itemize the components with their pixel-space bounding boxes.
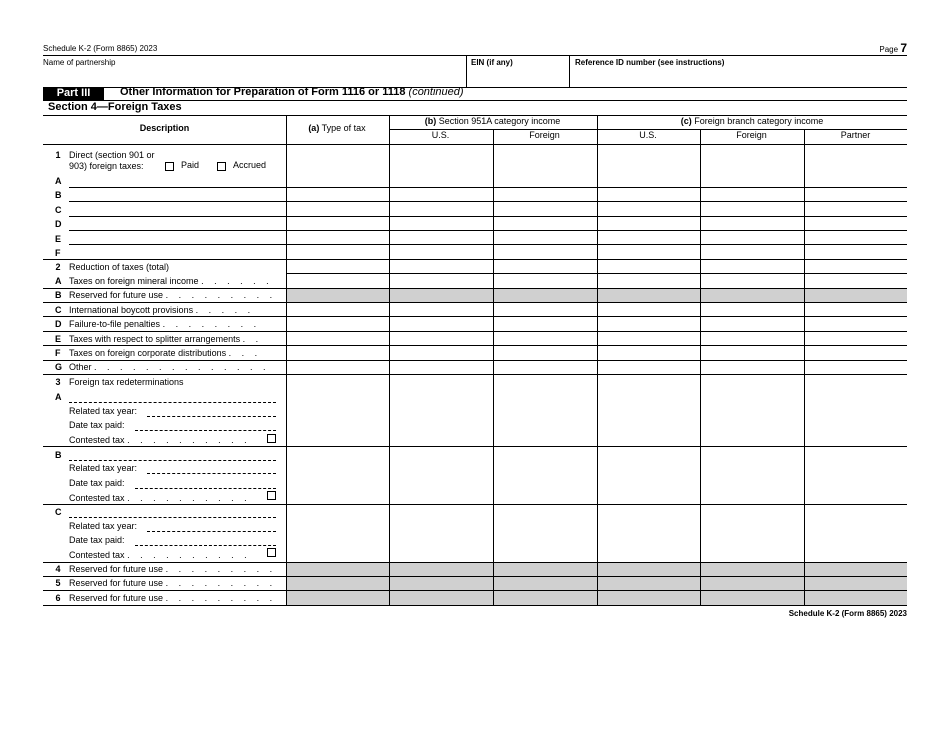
- page-number: [879, 41, 907, 55]
- line-3c-related-field[interactable]: [147, 531, 276, 532]
- col-c-header: [597, 116, 907, 126]
- line-2c-letter: C: [55, 305, 62, 315]
- line-2-number: 2: [55, 262, 61, 272]
- line-3-number: 3: [55, 377, 61, 387]
- col-a-label: Type of tax: [321, 123, 366, 133]
- part-title-text: Other Information for Preparation of Form 1116 or 1118: [120, 86, 406, 98]
- line-5-number: 5: [55, 578, 61, 588]
- accrued-label: Accrued: [233, 160, 267, 170]
- line-1-text-b: 903) foreign taxes:: [69, 161, 144, 171]
- line-3a-contested-label: Contested tax . . . . . . . . . .: [69, 435, 251, 445]
- paid-label: Paid: [181, 160, 200, 170]
- line-1f-letter: F: [55, 248, 61, 258]
- line-3c-contested-checkbox[interactable]: [267, 548, 276, 557]
- line-3c-related-label: Related tax year:: [69, 521, 138, 531]
- line-2d-letter: D: [55, 319, 62, 329]
- line-1d-letter: D: [55, 219, 62, 229]
- header-rule: [43, 55, 907, 56]
- line-3b-contested-checkbox[interactable]: [267, 491, 276, 500]
- line-3c-date-field[interactable]: [135, 545, 276, 546]
- line-2g-text: Other . . . . . . . . . . . . . .: [69, 362, 270, 372]
- line-2c-text: International boycott provisions . . . . .: [69, 305, 255, 315]
- part-title-suffix: (continued): [408, 86, 464, 98]
- line-6-number: 6: [55, 593, 61, 603]
- line-4-number: 4: [55, 564, 61, 574]
- name-of-partnership-label: Name of partnership: [43, 58, 116, 67]
- line-3c-letter: C: [55, 507, 62, 517]
- accrued-checkbox[interactable]: [217, 162, 226, 171]
- line-2d-text: Failure-to-file penalties . . . . . . . .: [69, 319, 261, 329]
- page-number-value: 7: [900, 41, 907, 55]
- col-b-label: Section 951A category income: [438, 116, 561, 126]
- col-c-foreign: Foreign: [736, 130, 767, 140]
- line-3-text: Foreign tax redeterminations: [69, 377, 184, 387]
- form-id-header: Schedule K-2 (Form 8865) 2023: [43, 44, 158, 53]
- reference-id-field[interactable]: [575, 68, 905, 85]
- col-c-partner: Partner: [840, 130, 871, 140]
- line-2b-text: Reserved for future use . . . . . . . . .: [69, 290, 277, 300]
- col-a-prefix: (a): [308, 123, 320, 133]
- line-3a-date-label: Date tax paid:: [69, 420, 125, 430]
- line-2a-letter: A: [55, 276, 62, 286]
- id-divider-2: [569, 55, 570, 87]
- line-1e-letter: E: [55, 234, 62, 244]
- line-4-text: Reserved for future use . . . . . . . . .: [69, 564, 277, 574]
- line-2e-letter: E: [55, 334, 62, 344]
- line-6-text: Reserved for future use . . . . . . . . .: [69, 593, 277, 603]
- col-c-label: Foreign branch category income: [694, 116, 824, 126]
- form-id-footer: Schedule K-2 (Form 8865) 2023: [788, 609, 907, 618]
- id-divider-1: [466, 55, 467, 87]
- line-2f-text: Taxes on foreign corporate distributions . . .: [69, 348, 262, 358]
- line-3c-date-label: Date tax paid:: [69, 535, 125, 545]
- line-3b-related-field[interactable]: [147, 473, 276, 474]
- line-3a-date-field[interactable]: [135, 430, 276, 431]
- line-1c-letter: C: [55, 205, 62, 215]
- line-2f-letter: F: [55, 348, 61, 358]
- reference-id-label: Reference ID number (see instructions): [575, 58, 725, 67]
- section-title: Section 4—Foreign Taxes: [48, 101, 182, 113]
- line-2-text: Reduction of taxes (total): [69, 262, 170, 272]
- part-title: [120, 86, 464, 98]
- line-3b-date-field[interactable]: [135, 488, 276, 489]
- col-b-header: [389, 116, 596, 126]
- line-3a-related-label: Related tax year:: [69, 406, 138, 416]
- line-2a-text: Taxes on foreign mineral income . . . . . .: [69, 276, 273, 286]
- col-c-prefix: (c): [680, 116, 692, 126]
- part-tag: Part III: [43, 87, 104, 100]
- col-a-header: [286, 123, 388, 133]
- line-3b-letter: B: [55, 450, 62, 460]
- line-1a-letter: A: [55, 176, 62, 186]
- paid-checkbox[interactable]: [165, 162, 174, 171]
- line-1-text-a: Direct (section 901 or: [69, 150, 155, 160]
- col-b-us: U.S.: [431, 130, 450, 140]
- line-2e-text: Taxes with respect to splitter arrangements . .: [69, 334, 263, 344]
- line-3b-contested-label: Contested tax . . . . . . . . . .: [69, 493, 251, 503]
- line-3b-date-label: Date tax paid:: [69, 478, 125, 488]
- line-3a-contested-checkbox[interactable]: [267, 434, 276, 443]
- col-description: Description: [139, 123, 190, 133]
- line-3a-entry-field[interactable]: [69, 402, 276, 403]
- col-c-us: U.S.: [639, 130, 657, 140]
- name-of-partnership-field[interactable]: [43, 68, 463, 85]
- subheader-rule: [389, 129, 907, 130]
- page-label: Page: [879, 45, 899, 54]
- line-3a-related-field[interactable]: [147, 416, 276, 417]
- ein-field[interactable]: [471, 68, 566, 85]
- line-3b-entry-field[interactable]: [69, 460, 276, 461]
- col-b-prefix: (b): [424, 116, 437, 126]
- col-b-foreign: Foreign: [529, 130, 560, 140]
- line-2b-letter: B: [55, 290, 62, 300]
- line-3c-entry-field[interactable]: [69, 517, 276, 518]
- line-3c-contested-label: Contested tax . . . . . . . . . .: [69, 550, 251, 560]
- line-5-text: Reserved for future use . . . . . . . . .: [69, 578, 277, 588]
- ein-label: EIN (if any): [471, 58, 513, 67]
- line-3b-related-label: Related tax year:: [69, 463, 138, 473]
- line-3a-letter: A: [55, 392, 62, 402]
- line-2g-letter: G: [55, 362, 63, 372]
- line-1b-letter: B: [55, 190, 62, 200]
- line-1-number: 1: [55, 150, 61, 160]
